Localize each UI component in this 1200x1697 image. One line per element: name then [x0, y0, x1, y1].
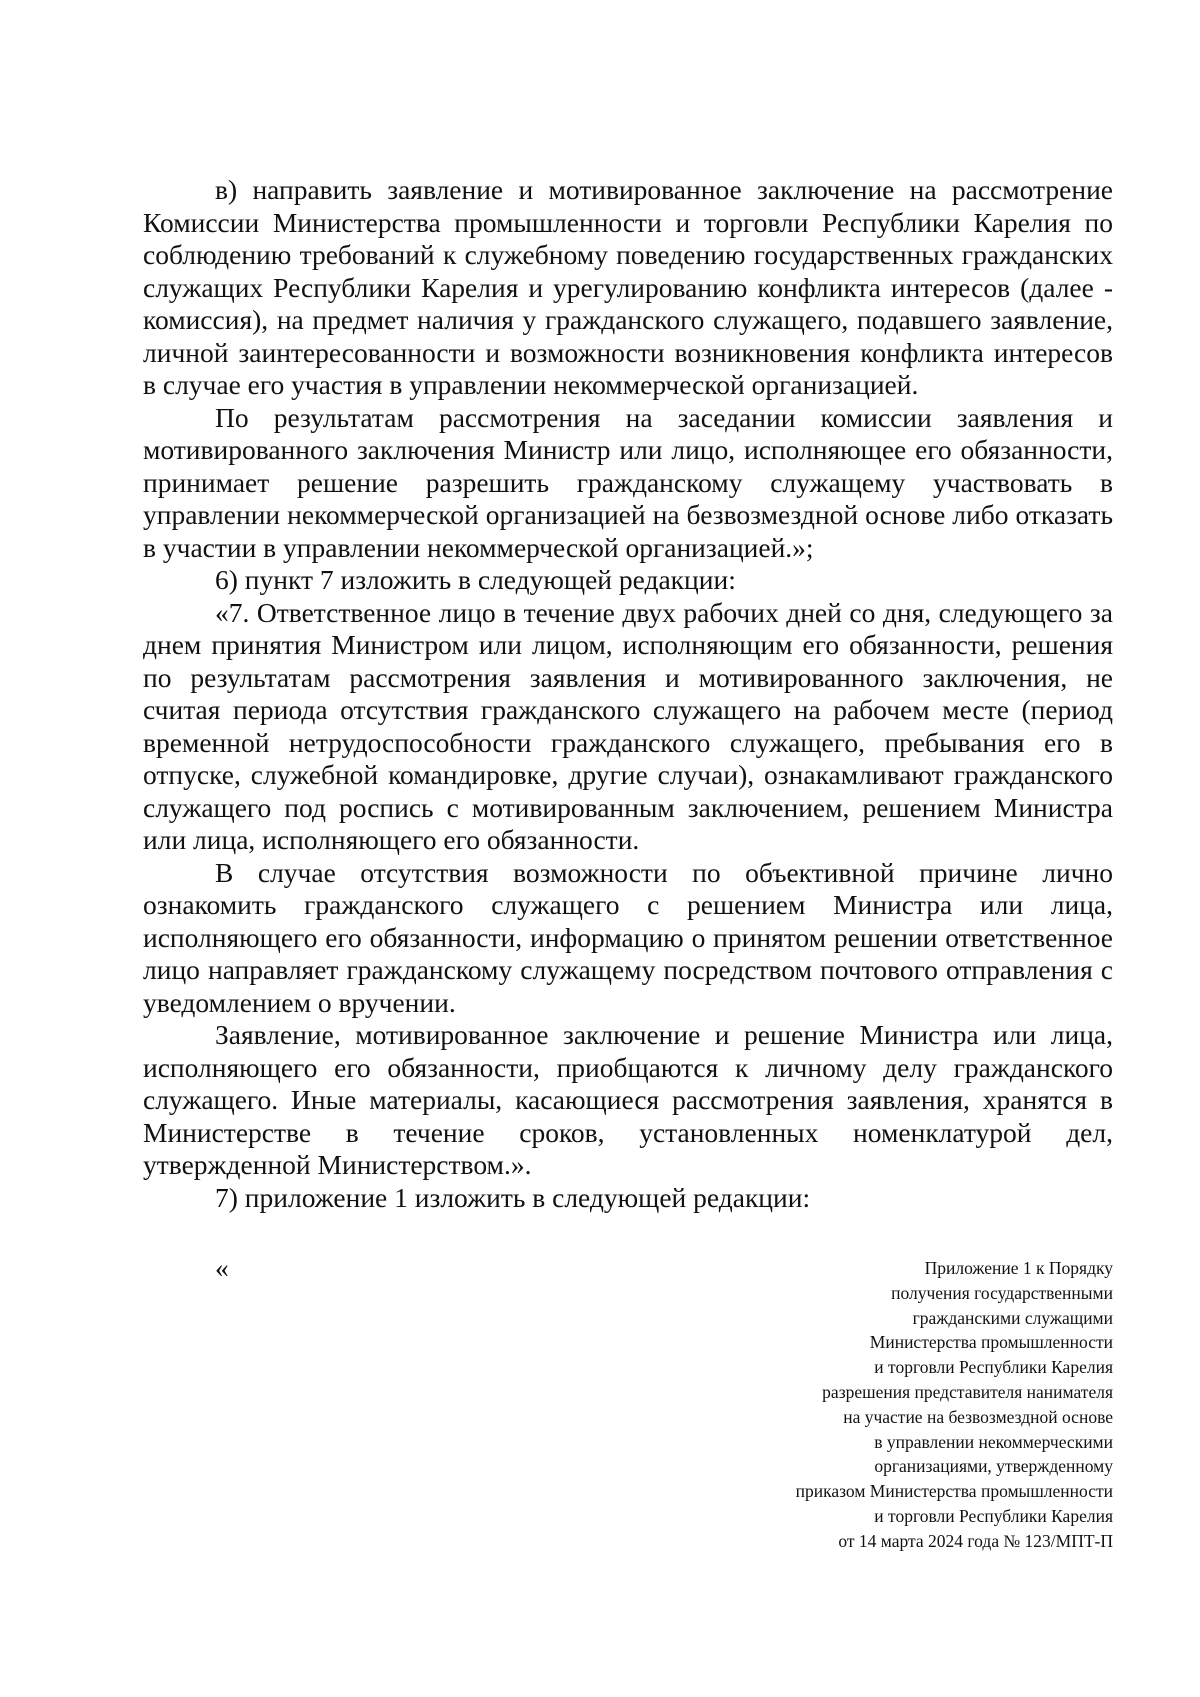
paragraph-commission-decision: По результатам рассмотрения на заседании комиссии заявления и мотивированного заключения Министр или лицо, исполняющее его обязанности, принимает решение разрешить гражданскому служащему участвовать в управлении некоммерческой организацией на безвозмездной основе либо отказать в участии в управлении некоммерческой организацией.»;	[143, 401, 1113, 563]
paragraph-item-v: в) направить заявление и мотивированное заключение на рассмотрение Комиссии Министерства промышленности и торговли Республики Карелия по соблюдению требований к служебному поведению государственных гражданских служащих Республики Карелия и урегулированию конфликта интересов (далее - комиссия), на предмет наличия у гражданского служащего, подавшего заявление, личной заинтересованности и возможности возникновения конфликта интересов в случае его участия в управлении некоммерческой организацией.	[143, 174, 1113, 400]
appendix-line: и торговли Республики Карелия	[874, 1357, 1113, 1378]
appendix-line: в управлении некоммерческими	[874, 1431, 1113, 1452]
paragraph-materials-storage: Заявление, мотивированное заключение и решение Министра или лица, исполняющего его обязанности, приобщаются к личному делу гражданского служащего. Иные материалы, касающиеся рассмотрения заявления, хранятся в Министерстве в течение сроков, установленных номенклатурой дел, утвержденной Министерством.».	[143, 1019, 1113, 1180]
appendix-line: от 14 марта 2024 года № 123/МПТ-П	[838, 1530, 1113, 1551]
paragraph-clause-7: «7. Ответственное лицо в течение двух рабочих дней со дня, следующего за днем принятия Министром или лицом, исполняющим его обязанности, решения по результатам рассмотрения заявления и мотивированного заключения, не считая периода отсутствия гражданского служащего на рабочем месте (период временной нетрудоспособности гражданского служащего, пребывания его в отпуске, служебной командировке, другие случаи), ознакамливают гражданского служащего под роспись с мотивированным заключением, решением Министра или лица, исполняющего его обязанности.	[143, 596, 1113, 855]
appendix-line: разрешения представителя нанимателя	[822, 1381, 1113, 1402]
appendix-line: приказом Министерства промышленности	[795, 1481, 1113, 1502]
appendix-line: и торговли Республики Карелия	[874, 1505, 1113, 1526]
paragraph-item-6: 6) пункт 7 изложить в следующей редакции:	[215, 564, 736, 595]
appendix-line: на участие на безвозмездной основе	[843, 1406, 1113, 1427]
opening-quote-mark: «	[215, 1252, 229, 1283]
paragraph-absence-case: В случае отсутствия возможности по объективной причине лично ознакомить гражданского служащего с решением Министра или лица, исполняющего его обязанности, информацию о принятом решении ответственное лицо направляет гражданскому служащему посредством почтового отправления с уведомлением о вручении.	[143, 856, 1113, 1018]
appendix-line: гражданскими служащими	[912, 1307, 1113, 1328]
appendix-line: получения государственными	[891, 1282, 1113, 1303]
appendix-line: организациями, утвержденному	[874, 1456, 1113, 1477]
paragraph-item-7: 7) приложение 1 изложить в следующей редакции:	[215, 1181, 811, 1213]
appendix-line: Министерства промышленности	[869, 1332, 1113, 1353]
document-body	[143, 174, 1113, 1214]
appendix-line: Приложение 1 к Порядку	[924, 1258, 1113, 1278]
appendix-note	[593, 1256, 1113, 1554]
